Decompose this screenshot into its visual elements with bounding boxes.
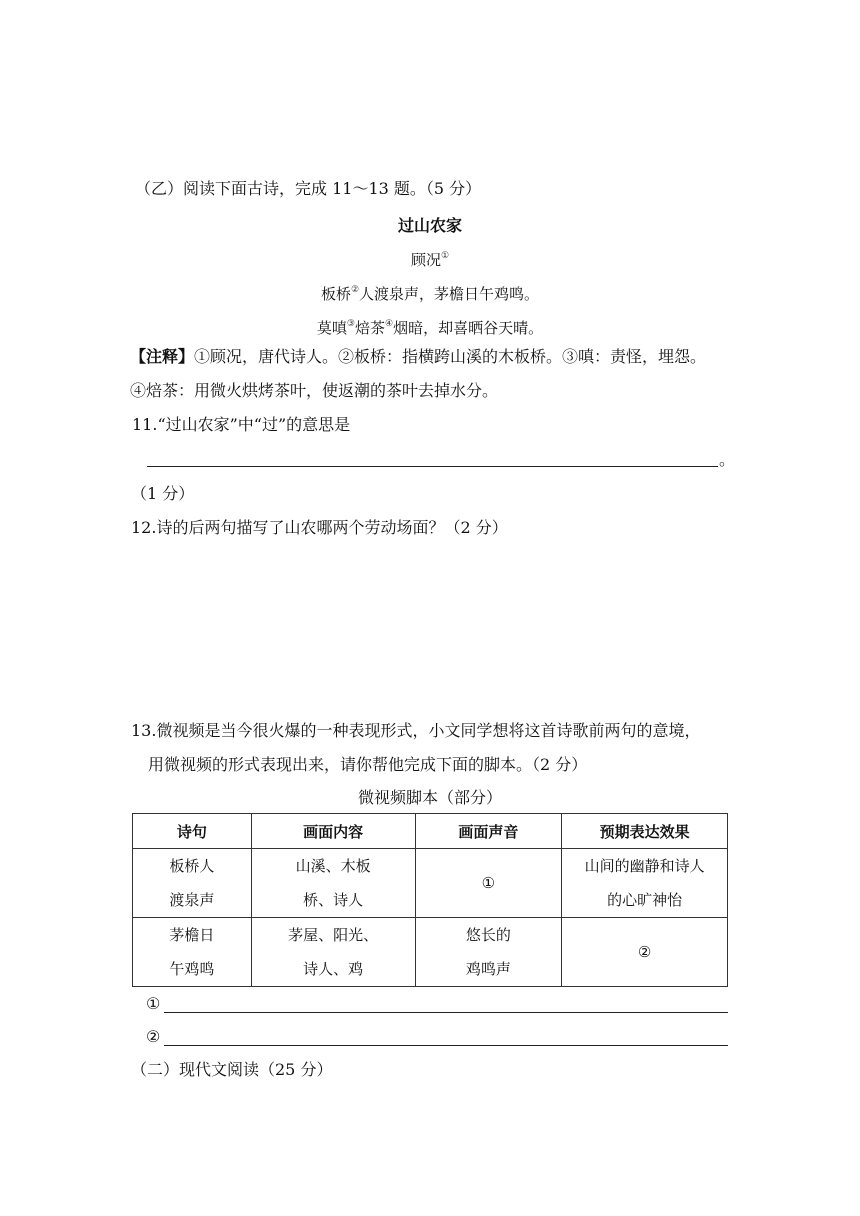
cell-line: 茅屋、阳光、 [288,926,379,944]
question-13-line-1: 13.微视频是当今很火爆的一种表现形式，小文同学想将这首诗歌前两句的意境， [131,721,701,740]
cell-line: 茅檐日 [169,926,215,944]
poem-text: 焙茶 [354,319,385,337]
table-cell [133,918,252,987]
blank-marker: ① [481,874,496,892]
answer-line-1[interactable] [164,1012,728,1013]
table-row [133,918,728,987]
footnote-mark: ② [350,285,360,295]
footnote-mark: ③ [346,319,355,329]
poem-author-name: 顾况 [410,251,441,269]
cell-line: 午鸡鸣 [169,960,215,978]
answer-line-2[interactable] [164,1045,728,1046]
poem-text: 烟暗，却喜晒谷天晴。 [393,319,544,337]
table-cell [133,849,252,918]
poem-title: 过山农家 [397,216,462,235]
notes-line-1 [130,347,706,367]
poem-text: 人渡泉声，茅檐日午鸡鸣。 [359,285,540,303]
footnote-mark: ④ [385,319,394,329]
notes-text: ①顾况，唐代诗人。②板桥：指横跨山溪的木板桥。③嗔：责怪，埋怨。 [194,347,707,366]
table-cell [562,849,728,918]
blank-marker: ② [637,943,652,961]
table-caption: 微视频脚本（部分） [357,788,502,807]
notes-line-2: ④焙茶：用微火烘烤茶叶，使返潮的茶叶去掉水分。 [130,381,499,400]
header-cell: 预期表达效果 [562,814,728,849]
cell-line: 桥、诗人 [303,891,364,909]
table-cell-blank-1[interactable] [415,849,562,918]
answer-mark-2: ② [146,1027,161,1046]
cell-line: 鸡鸣声 [465,960,511,978]
question-12: 12.诗的后两句描写了山农哪两个劳动场面？（2 分） [131,518,508,537]
section-b-heading: （乙）阅读下面古诗，完成 11～13 题。（5 分） [135,179,482,198]
table-cell [251,849,415,918]
script-table [132,813,728,987]
answer-end-mark: 。 [719,450,736,469]
cell-line: 悠长的 [465,926,511,944]
question-11: 11.“过山农家”中“过”的意思是 [132,415,351,434]
answer-line-11[interactable] [147,466,718,467]
cell-line: 的心旷神怡 [607,891,683,909]
table-header-row [133,814,728,849]
header-cell: 画面内容 [251,814,415,849]
poem-text: 莫嗔 [316,319,347,337]
poem-author [0,246,860,270]
notes-label: 【注释】 [130,347,195,366]
cell-line: 山间的幽静和诗人 [584,857,705,875]
table-cell-blank-2[interactable] [562,918,728,987]
table-cell [415,918,562,987]
answer-mark-1: ① [146,994,161,1013]
cell-line: 诗人、鸡 [303,960,364,978]
poem-line-1 [0,280,860,304]
section-two-heading: （二）现代文阅读（25 分） [131,1060,333,1079]
poem-text: 板桥 [320,285,351,303]
header-cell: 诗句 [133,814,252,849]
question-13-line-2: 用微视频的形式表现出来，请你帮他完成下面的脚本。（2 分） [148,755,588,774]
cell-line: 板桥人 [169,857,215,875]
poem-line-2 [0,314,860,338]
footnote-mark: ① [440,251,450,261]
cell-line: 渡泉声 [169,891,215,909]
cell-line: 山溪、木板 [295,857,371,875]
question-11-score: （1 分） [131,484,195,503]
table-cell [251,918,415,987]
table-row [133,849,728,918]
header-cell: 画面声音 [415,814,562,849]
